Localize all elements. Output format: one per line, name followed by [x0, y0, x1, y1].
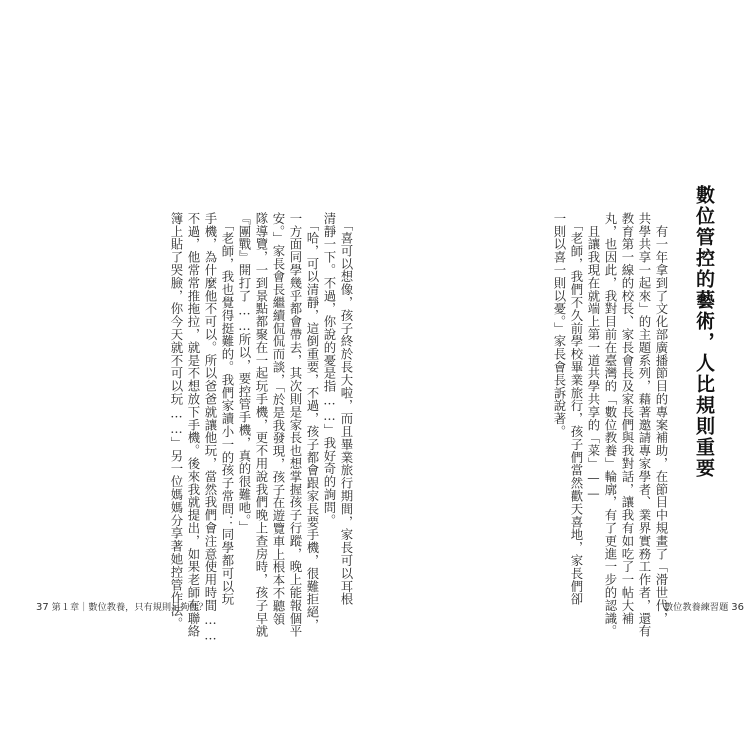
right-page-book-label: 數位教養練習題 [664, 602, 729, 613]
left-page-footer [36, 599, 208, 613]
right-page-number: 36 [731, 602, 744, 613]
left-page-number: 37 [36, 602, 49, 613]
left-page-chapter-label: 第１章｜數位教養，只有規則足夠嗎？ [51, 602, 208, 613]
right-page [375, 0, 750, 750]
left-page-body: 「喜可以想像，孩子終於長大啦，而且畢業旅行期間，家長可以耳根 清靜一下。不過，你說的憂是指……」我好奇的詢問。 「哈，可以清靜，這倒重要，不過，孩子都會跟家長要手機，很難拒絕， 一方面同學幾乎都會帶去，其次則是家長也想掌握孩子行蹤，晚上能報個平 安。」家長會長繼續侃侃而談，「於是我發現，孩子在遊覽車上根本不聽領 隊導覽，一到景點都聚在一起玩手機，更不用說我們晚上查房時，孩子早就 『團戰』開打了……所以，要控管手機，真的很難吔。」 「老師，我也覺得挺難的。我們家讀小一的孩子常問：同學都可以玩 手機，為什麼他不可以。所以爸爸就讓他玩，當然我們會注意使用時間…… 不過，他常常推拖拉，就是不想放下手機。後來我就提出，如果老師在聯絡 簿上貼了哭臉，你今天就不可以玩……」另一位媽媽分享著她控管作法。 [169, 212, 354, 643]
right-page-footer [664, 599, 744, 613]
right-page-body: 有一年拿到了文化部廣播節目的專案補助，在節目中規畫了「滑世代， 共學共享一起來」的主題系列，藉著邀請專家學者、業界實務工作者，還有 教育第一線的校長、家長會長及家長們與我對話，讓我有如吃了一帖大補 丸，也因此，我對目前在臺灣的「數位教養」輪廓，有了更進一步的認識。 且讓我現在就端上第一道共學共享的「菜」—— 「老師，我們不久前學校畢業旅行，孩子們當然歡天喜地，家長們卻 一則以喜一則以憂。」家長會長訴說著。 [552, 212, 669, 638]
page-title: 數位管控的藝術，人比規則重要 [693, 185, 715, 479]
